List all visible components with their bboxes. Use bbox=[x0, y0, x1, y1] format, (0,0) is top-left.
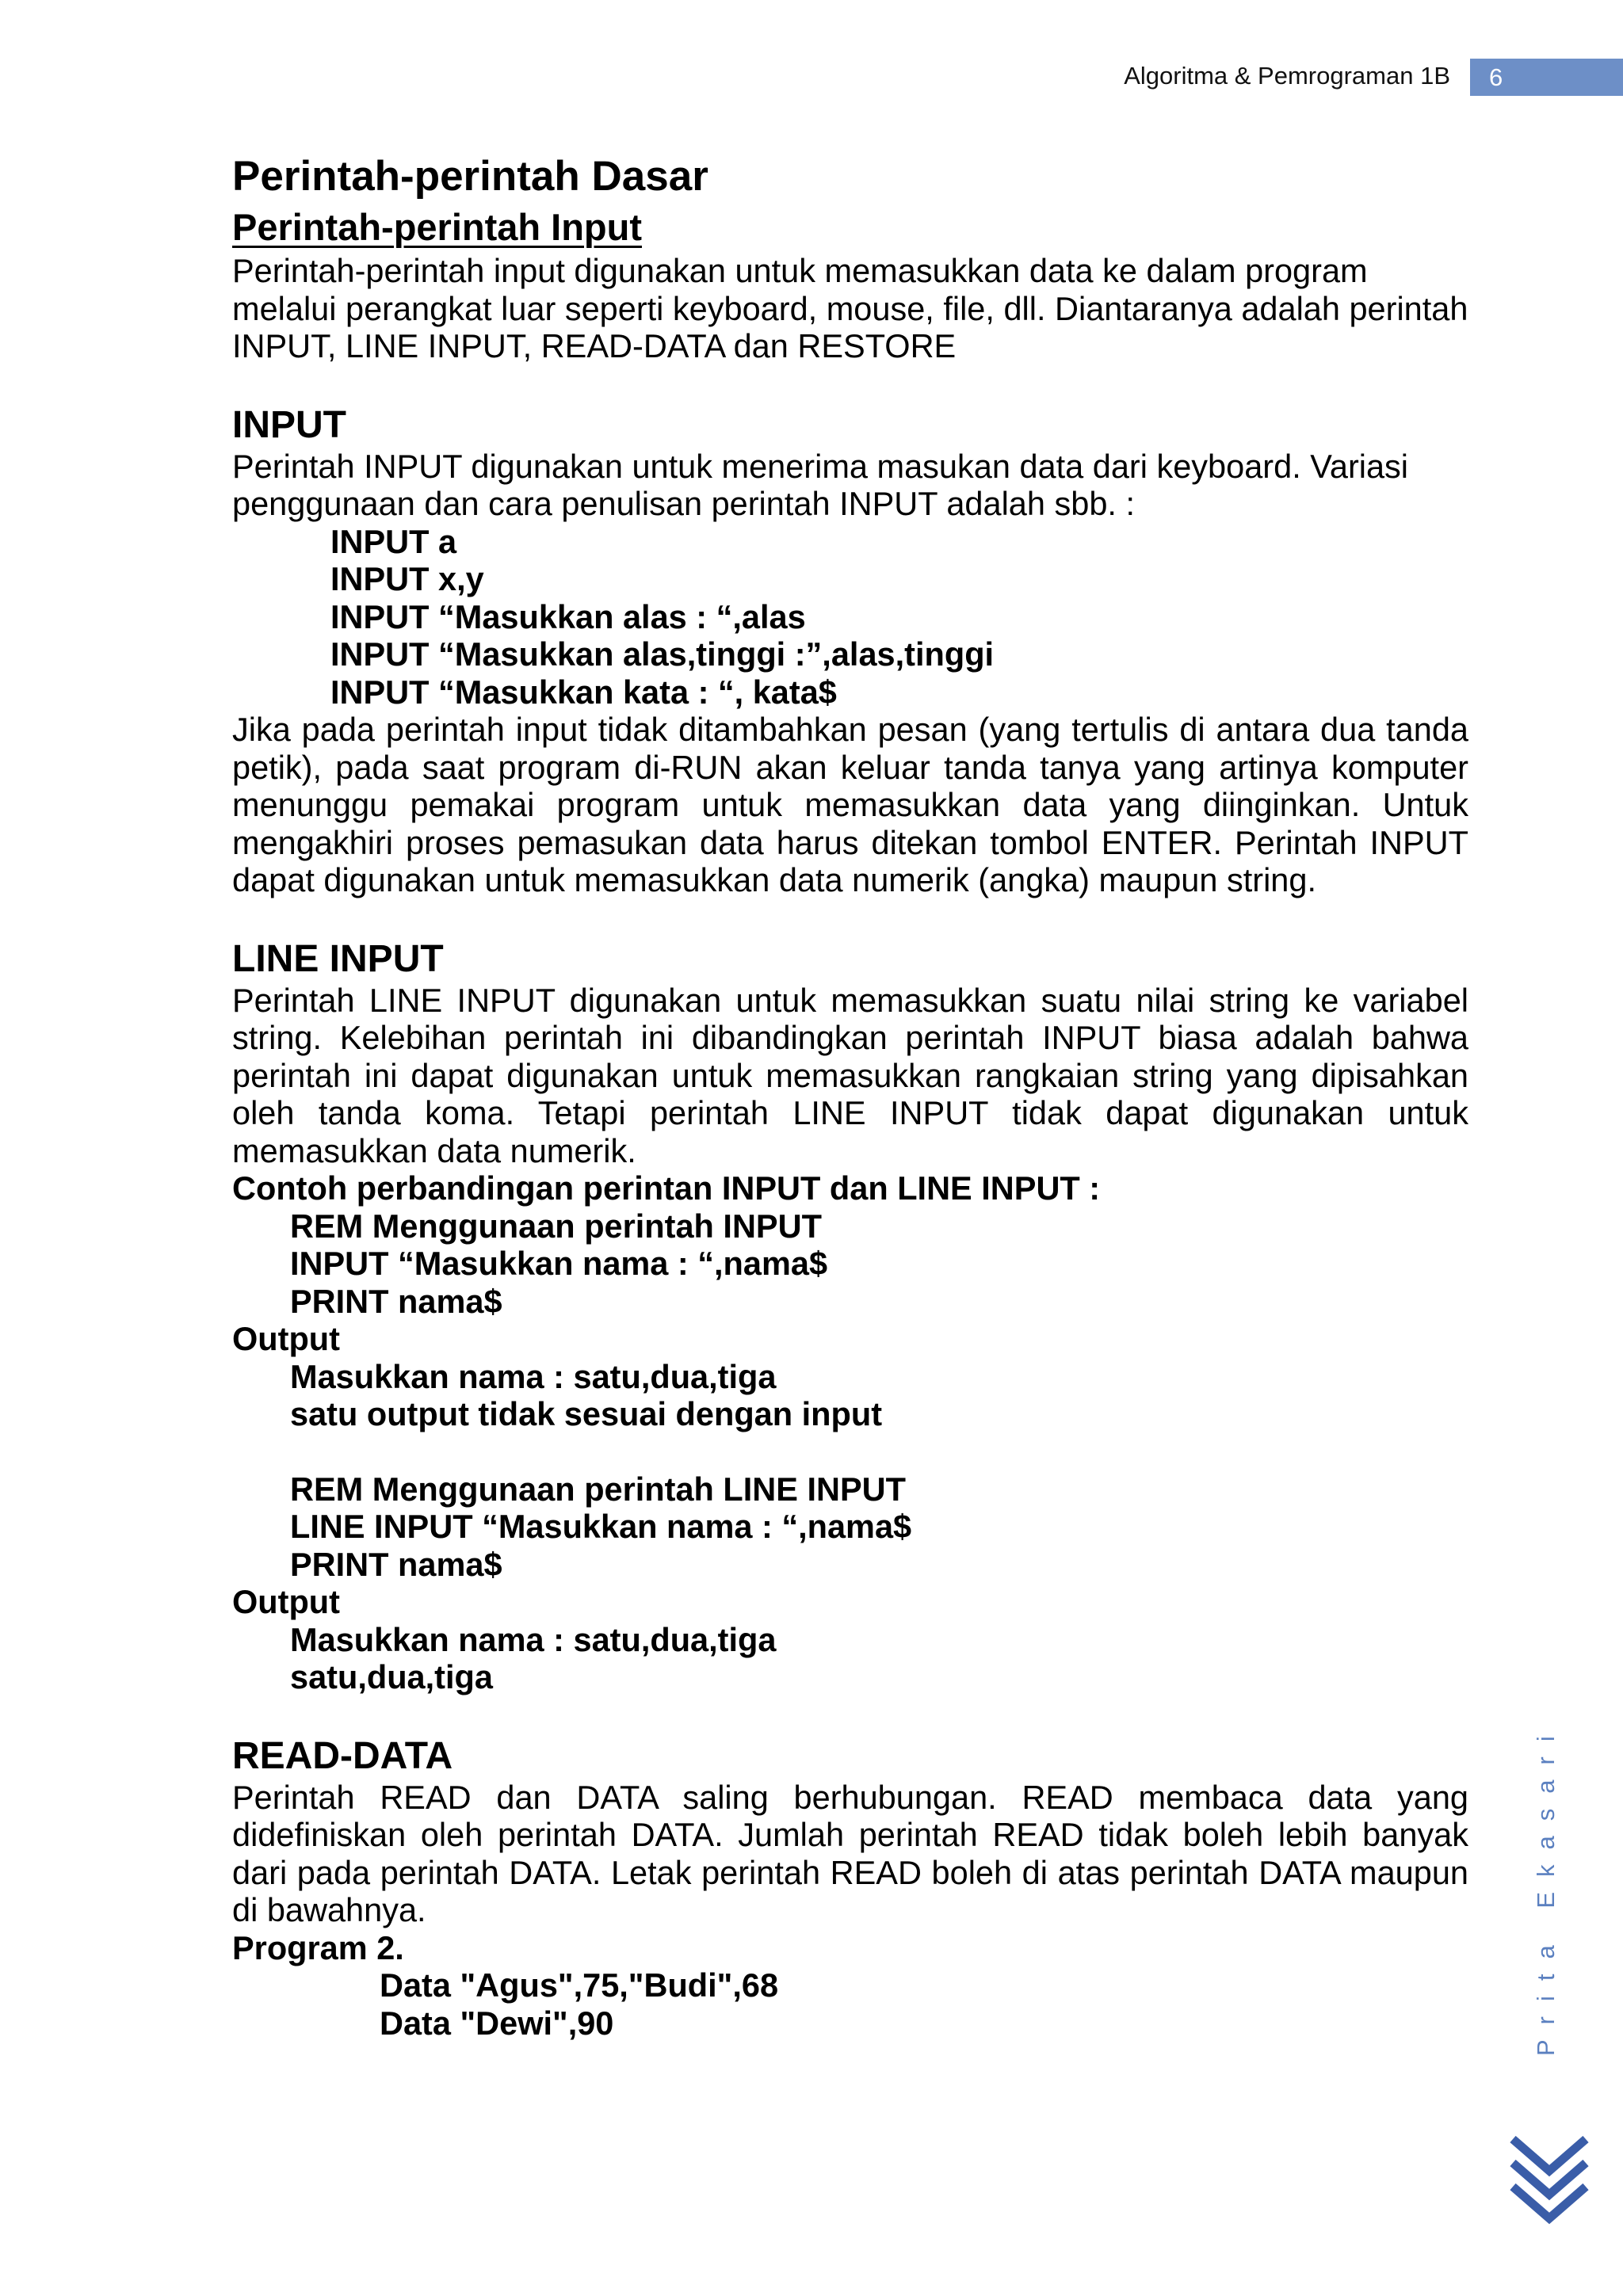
main-title: Perintah-perintah Dasar bbox=[232, 153, 708, 200]
section-title-input-commands: Perintah-perintah Input bbox=[232, 206, 642, 248]
code-line: REM Menggunaan perintah INPUT bbox=[290, 1207, 822, 1245]
page-number: 6 bbox=[1470, 59, 1623, 96]
section-title-input: INPUT bbox=[232, 403, 346, 446]
document-body bbox=[232, 151, 1468, 2042]
code-line: Data "Agus",75,"Budi",68 bbox=[380, 1966, 779, 2004]
code-line: PRINT nama$ bbox=[290, 1545, 502, 1583]
code-line: INPUT a bbox=[330, 522, 457, 560]
paragraph-line: string. Kelebihan perintah ini dibandingkan perintah INPUT biasa adalah bahwa bbox=[232, 1019, 1468, 1056]
paragraph-line: penggunaan dan cara penulisan perintah INPUT adalah sbb. : bbox=[232, 485, 1136, 522]
paragraph-line: Perintah LINE INPUT digunakan untuk memasukkan suatu nilai string ke variabel bbox=[232, 981, 1468, 1019]
code-line: Data "Dewi",90 bbox=[380, 2004, 614, 2042]
output-label: Output bbox=[232, 1583, 340, 1620]
section-title-read-data: READ-DATA bbox=[232, 1734, 453, 1777]
paragraph-line: dari pada perintah DATA. Letak perintah READ boleh di atas perintah DATA maupun bbox=[232, 1853, 1468, 1891]
paragraph-line: di bawahnya. bbox=[232, 1891, 426, 1928]
example-title: Contoh perbandingan perintan INPUT dan LINE INPUT : bbox=[232, 1169, 1101, 1207]
code-line: INPUT “Masukkan alas,tinggi :”,alas,tinggi bbox=[330, 635, 995, 673]
paragraph-line: Perintah READ dan DATA saling berhubungan. READ membaca data yang bbox=[232, 1778, 1468, 1816]
double-chevron-down-icon bbox=[1508, 2131, 1591, 2229]
output-line: Masukkan nama : satu,dua,tiga bbox=[290, 1620, 777, 1658]
code-line: INPUT “Masukkan nama : “,nama$ bbox=[290, 1245, 828, 1282]
code-line: INPUT “Masukkan kata : “, kata$ bbox=[330, 673, 837, 711]
paragraph-line: memasukkan data numerik. bbox=[232, 1131, 636, 1169]
code-line: LINE INPUT “Masukkan nama : “,nama$ bbox=[290, 1508, 912, 1545]
output-line: Masukkan nama : satu,dua,tiga bbox=[290, 1357, 777, 1395]
paragraph-line: INPUT, LINE INPUT, READ-DATA dan RESTORE bbox=[232, 327, 957, 364]
output-line: satu output tidak sesuai dengan input bbox=[290, 1395, 883, 1432]
code-line: REM Menggunaan perintah LINE INPUT bbox=[290, 1470, 906, 1508]
paragraph-line: menunggu pemakai program untuk memasukkan data yang diinginkan. Untuk bbox=[232, 786, 1468, 823]
code-line: INPUT x,y bbox=[330, 560, 484, 597]
author-name: Prita Ekasari bbox=[1532, 1721, 1560, 2056]
paragraph-line: oleh tanda koma. Tetapi perintah LINE INPUT tidak dapat digunakan untuk bbox=[232, 1094, 1468, 1131]
paragraph-line: didefiniskan oleh perintah DATA. Jumlah perintah READ tidak boleh lebih banyak bbox=[232, 1816, 1468, 1853]
paragraph-line: Perintah INPUT digunakan untuk menerima masukan data dari keyboard. Variasi bbox=[232, 447, 1409, 485]
paragraph-line: dapat digunakan untuk memasukkan data numerik (angka) maupun string. bbox=[232, 861, 1317, 898]
paragraph-line: Jika pada perintah input tidak ditambahkan pesan (yang tertulis di antara dua tanda bbox=[232, 711, 1468, 748]
code-line: INPUT “Masukkan alas : “,alas bbox=[330, 597, 806, 635]
output-line: satu,dua,tiga bbox=[290, 1658, 493, 1695]
code-line: PRINT nama$ bbox=[290, 1282, 502, 1320]
paragraph-line: mengakhiri proses pemasukan data harus ditekan tombol ENTER. Perintah INPUT bbox=[232, 823, 1468, 861]
output-label: Output bbox=[232, 1320, 340, 1357]
paragraph-line: Perintah-perintah input digunakan untuk memasukkan data ke dalam program bbox=[232, 252, 1368, 289]
program-label: Program 2. bbox=[232, 1928, 404, 1966]
header-title: Algoritma & Pemrograman 1B bbox=[1124, 62, 1450, 90]
section-title-line-input: LINE INPUT bbox=[232, 937, 444, 980]
paragraph-line: melalui perangkat luar seperti keyboard, mouse, file, dll. Diantaranya adalah perintah bbox=[232, 289, 1468, 327]
paragraph-line: petik), pada saat program di-RUN akan keluar tanda tanya yang artinya komputer bbox=[232, 748, 1468, 786]
paragraph-line: perintah ini dapat digunakan untuk memasukkan rangkaian string yang dipisahkan bbox=[232, 1056, 1468, 1094]
